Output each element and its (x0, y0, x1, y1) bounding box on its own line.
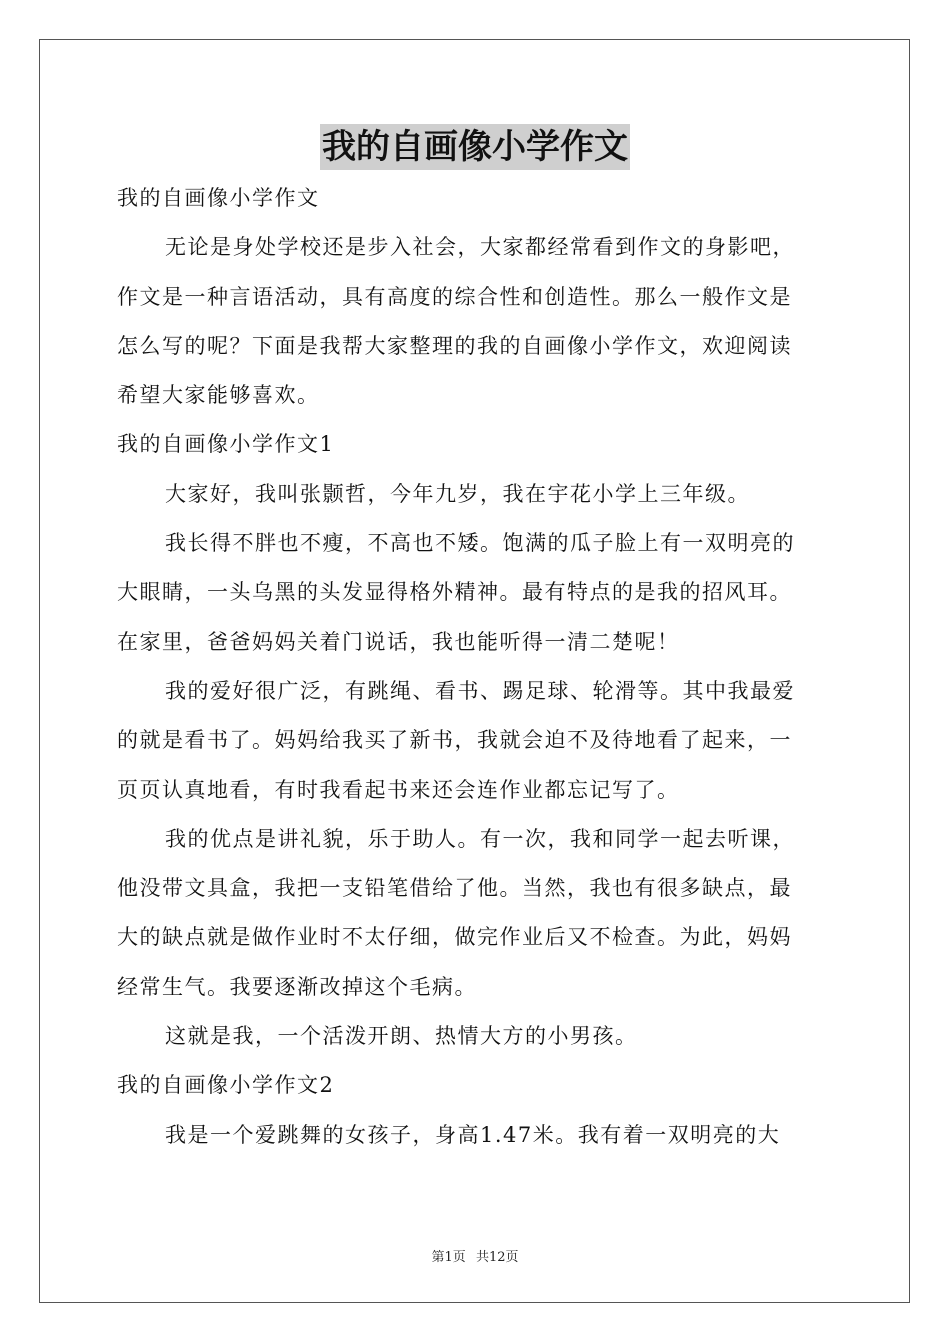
text-line: 我是一个爱跳舞的女孩子，身高1.47米。我有着一双明亮的大 (165, 1122, 781, 1147)
text-line: 在家里，爸爸妈妈关着门说话，我也能听得一清二楚呢！ (117, 629, 680, 654)
text-line: 我的爱好很广泛，有跳绳、看书、踢足球、轮滑等。其中我最爱 (165, 678, 795, 703)
text-line: 这就是我，一个活泼开朗、热情大方的小男孩。 (165, 1024, 638, 1049)
text-line: 页页认真地看，有时我看起书来还会连作业都忘记写了。 (117, 777, 680, 802)
text-line: 怎么写的呢？下面是我帮大家整理的我的自画像小学作文，欢迎阅读 (117, 333, 792, 358)
text-line: 我长得不胖也不瘦，不高也不矮。饱满的瓜子脸上有一双明亮的 (165, 531, 795, 556)
text-line: 经常生气。我要逐渐改掉这个毛病。 (117, 974, 477, 999)
section-heading: 我的自画像小学作文2 (117, 1073, 335, 1098)
text-line: 无论是身处学校还是步入社会，大家都经常看到作文的身影吧， (165, 235, 795, 260)
page-number: 第1页 (431, 1250, 466, 1265)
text-line: 他没带文具盒，我把一支铅笔借给了他。当然，我也有很多缺点，最 (117, 876, 792, 901)
text-line: 大家好，我叫张颢哲，今年九岁，我在宇花小学上三年级。 (165, 481, 750, 506)
page-total: 共12页 (475, 1250, 519, 1265)
text-line: 我的优点是讲礼貌，乐于助人。有一次，我和同学一起去听课， (165, 826, 795, 851)
section-heading: 我的自画像小学作文1 (117, 432, 335, 457)
text-line: 的就是看书了。妈妈给我买了新书，我就会迫不及待地看了起来，一 (117, 728, 792, 753)
title-container (0, 124, 950, 170)
text-line: 大眼睛，一头乌黑的头发显得格外精神。最有特点的是我的招风耳。 (117, 580, 792, 605)
text-line: 希望大家能够喜欢。 (117, 383, 320, 408)
text-line: 作文是一种言语活动，具有高度的综合性和创造性。那么一般作文是 (117, 284, 792, 309)
text-line: 我的自画像小学作文 (117, 186, 320, 210)
document-title: 我的自画像小学作文 (320, 124, 630, 170)
document-body (117, 174, 835, 1160)
text-line: 大的缺点就是做作业时不太仔细，做完作业后又不检查。为此，妈妈 (117, 925, 792, 950)
page-footer (0, 1246, 950, 1265)
